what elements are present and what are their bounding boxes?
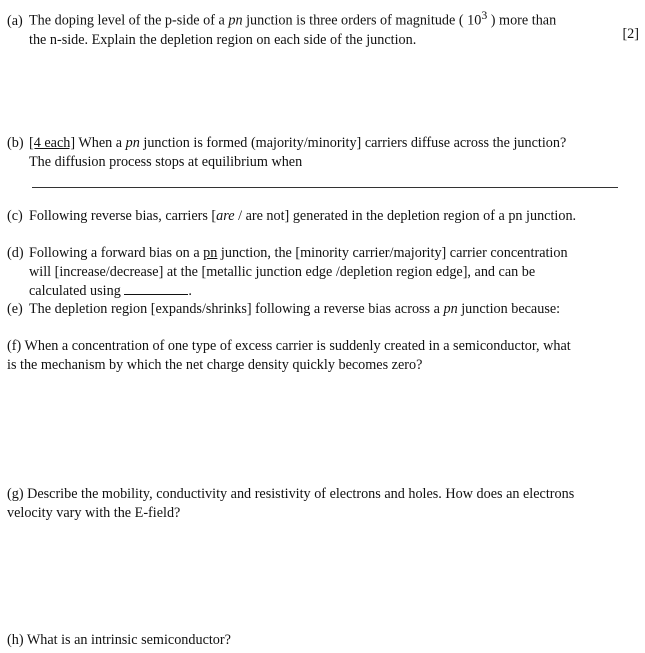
pn-term: pn bbox=[125, 135, 140, 151]
question-b-marks-tag: [4 each] bbox=[29, 135, 76, 151]
question-d: (d) Following a forward bias on a pn junction, the [minority carrier/majority] carrier concentration will [increase/decrease] at the [metallic junction edge /depletion region edge], and can be calculated using . bbox=[7, 245, 568, 299]
fill-in-blank bbox=[124, 282, 188, 295]
question-a-line1: (a) The doping level of the p-side of a pn junction is three orders of magnitude ( $10^3$ ) more than bbox=[7, 8, 557, 29]
question-b-line1: (b) [4 each] When a pn junction is formed (majority/minority] carriers diffuse across the junction? bbox=[7, 135, 567, 151]
question-a bbox=[7, 6, 643, 50]
question-h: (h) What is an intrinsic semiconductor? bbox=[7, 632, 231, 648]
question-b bbox=[7, 134, 643, 172]
question-d-label: (d) bbox=[7, 245, 24, 261]
question-e-label: (e) bbox=[7, 301, 23, 317]
question-b-line2: The diffusion process stops at equilibrium when bbox=[29, 154, 303, 170]
answer-line bbox=[32, 187, 618, 188]
question-a-label: (a) bbox=[7, 12, 23, 29]
pn-term: pn bbox=[228, 12, 243, 29]
exponent: 3 bbox=[481, 8, 488, 22]
question-b-label: (b) bbox=[7, 135, 24, 151]
question-c-label: (c) bbox=[7, 208, 23, 224]
question-e: (e) The depletion region [expands/shrinks] following a reverse bias across a pn junction because: bbox=[7, 301, 561, 317]
question-c: (c) Following reverse bias, carriers [are / are not] generated in the depletion region of a pn junction. bbox=[7, 208, 577, 224]
question-a-marks: [2] bbox=[622, 26, 639, 42]
question-f: (f) When a concentration of one type of excess carrier is suddenly created in a semiconductor, what is the mechanism by which the net charge density quickly becomes zero? bbox=[7, 338, 571, 373]
question-a-line2: the n-side. Explain the depletion region on each side of the junction. bbox=[29, 31, 417, 48]
question-g: (g) Describe the mobility, conductivity and resistivity of electrons and holes. How does an electrons velocity vary with the E-field? bbox=[7, 486, 575, 521]
